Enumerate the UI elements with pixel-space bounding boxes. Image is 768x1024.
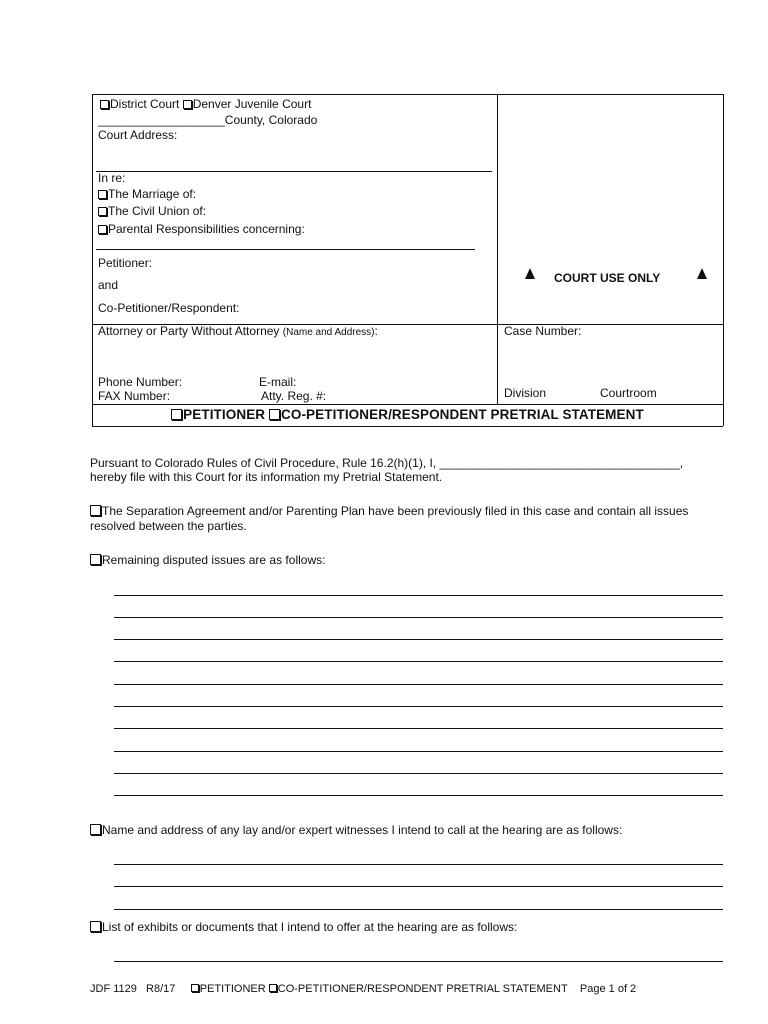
- attorney-note: (Name and Address): [282, 327, 375, 338]
- case-number-label: Case Number:: [504, 324, 582, 338]
- district-court-checkbox[interactable]: [100, 100, 109, 109]
- title-co-petitioner-checkbox[interactable]: [269, 409, 280, 420]
- exhibits-checkbox[interactable]: [90, 921, 101, 932]
- caption-center-divider: [497, 94, 498, 404]
- fill-line[interactable]: [114, 886, 723, 887]
- email-label: E-mail:: [259, 375, 297, 389]
- footer-petitioner-checkbox: [191, 984, 199, 992]
- fill-line[interactable]: [114, 909, 723, 910]
- fill-line[interactable]: [114, 795, 723, 796]
- exhibits-line: [90, 920, 517, 934]
- title-rest-label: CO-PETITIONER/RESPONDENT PRETRIAL STATEMENT: [281, 407, 644, 422]
- intro-line-2: hereby file with this Court for its information my Pretrial Statement.: [90, 470, 443, 484]
- attorney-colon: :: [374, 324, 378, 338]
- footer-page-number: Page 1 of 2: [579, 983, 637, 995]
- separation-line-2: resolved between the parties.: [90, 519, 247, 533]
- fill-line[interactable]: [114, 684, 723, 685]
- separation-checkbox[interactable]: [90, 505, 101, 516]
- court-address-rule: [96, 171, 492, 172]
- district-court-label: District Court: [110, 97, 180, 111]
- fax-label: FAX Number:: [98, 389, 171, 403]
- fill-line[interactable]: [114, 706, 723, 707]
- marriage-label: The Marriage of:: [108, 187, 197, 201]
- courtroom-label: Courtroom: [600, 386, 657, 400]
- separation-text: The Separation Agreement and/or Parenting Plan have been previously filed in this case and contain all issues: [102, 504, 689, 518]
- title-petitioner-checkbox[interactable]: [171, 409, 182, 420]
- intro-line-1: Pursuant to Colorado Rules of Civil Procedure, Rule 16.2(h)(1), I, ____________________________________,: [90, 456, 684, 470]
- fill-line[interactable]: [114, 751, 723, 752]
- title-row-top-border: [92, 404, 723, 405]
- juvenile-court-label: Denver Juvenile Court: [192, 97, 312, 111]
- exhibits-label: List of exhibits or documents that I intend to offer at the hearing are as follows:: [102, 920, 518, 934]
- fill-line[interactable]: [114, 617, 723, 618]
- fill-line[interactable]: [114, 864, 723, 865]
- court-address-label: Court Address:: [98, 128, 178, 142]
- caption-left-border: [92, 94, 93, 426]
- footer-petitioner: PETITIONER: [199, 983, 266, 995]
- attorney-label: Attorney or Party Without Attorney: [98, 324, 280, 338]
- juvenile-court-checkbox[interactable]: [183, 100, 192, 109]
- witnesses-checkbox[interactable]: [90, 824, 101, 835]
- parental-checkbox[interactable]: [98, 225, 107, 234]
- witnesses-line: [90, 823, 622, 837]
- fill-line[interactable]: [114, 728, 723, 729]
- footer-revision: R8/17: [146, 983, 176, 995]
- in-re-label: In re:: [98, 171, 126, 185]
- form-title: [92, 407, 723, 422]
- court-type-line: [100, 97, 311, 111]
- caption-bottom-border: [92, 426, 723, 427]
- footer-title-rest: CO-PETITIONER/RESPONDENT PRETRIAL STATEMENT: [277, 983, 568, 995]
- atty-reg-label: Atty. Reg. #:: [261, 389, 327, 403]
- separation-line-1: [90, 504, 688, 518]
- disputed-label: Remaining disputed issues are as follows:: [102, 553, 326, 567]
- disputed-checkbox[interactable]: [90, 554, 101, 565]
- fill-line[interactable]: [114, 639, 723, 640]
- fill-line[interactable]: [114, 961, 723, 962]
- witnesses-label: Name and address of any lay and/or expert witnesses I intend to call at the hearing are as follows:: [102, 823, 623, 837]
- phone-label: Phone Number:: [98, 375, 183, 389]
- court-use-only-label: COURT USE ONLY: [554, 271, 661, 285]
- fill-line[interactable]: [114, 595, 723, 596]
- disputed-issues-line: [90, 553, 325, 567]
- attorney-line: [98, 324, 378, 338]
- and-label: and: [98, 278, 119, 292]
- parties-rule: [96, 249, 475, 250]
- footer-co-petitioner-checkbox: [269, 984, 277, 992]
- co-petitioner-label: Co-Petitioner/Respondent:: [98, 301, 240, 315]
- civil-union-checkbox[interactable]: [98, 207, 107, 216]
- fill-line[interactable]: [114, 773, 723, 774]
- page-footer: [90, 983, 636, 995]
- footer-form-id: JDF 1129: [90, 983, 137, 995]
- parental-label: Parental Responsibilities concerning:: [108, 222, 305, 236]
- petitioner-label: Petitioner:: [98, 256, 153, 270]
- marriage-checkbox[interactable]: [98, 190, 107, 199]
- division-label: Division: [504, 386, 547, 400]
- title-petitioner-label: PETITIONER: [183, 407, 266, 422]
- up-arrow-right-icon: [697, 268, 707, 279]
- fill-line[interactable]: [114, 661, 723, 662]
- up-arrow-left-icon: [525, 268, 535, 279]
- county-line: ___________________County, Colorado: [98, 113, 318, 127]
- marriage-option: [98, 187, 196, 201]
- caption-top-border: [92, 94, 723, 95]
- civil-union-label: The Civil Union of:: [108, 204, 207, 218]
- civil-union-option: [98, 204, 206, 218]
- parental-option: [98, 222, 305, 236]
- caption-right-border: [723, 94, 724, 426]
